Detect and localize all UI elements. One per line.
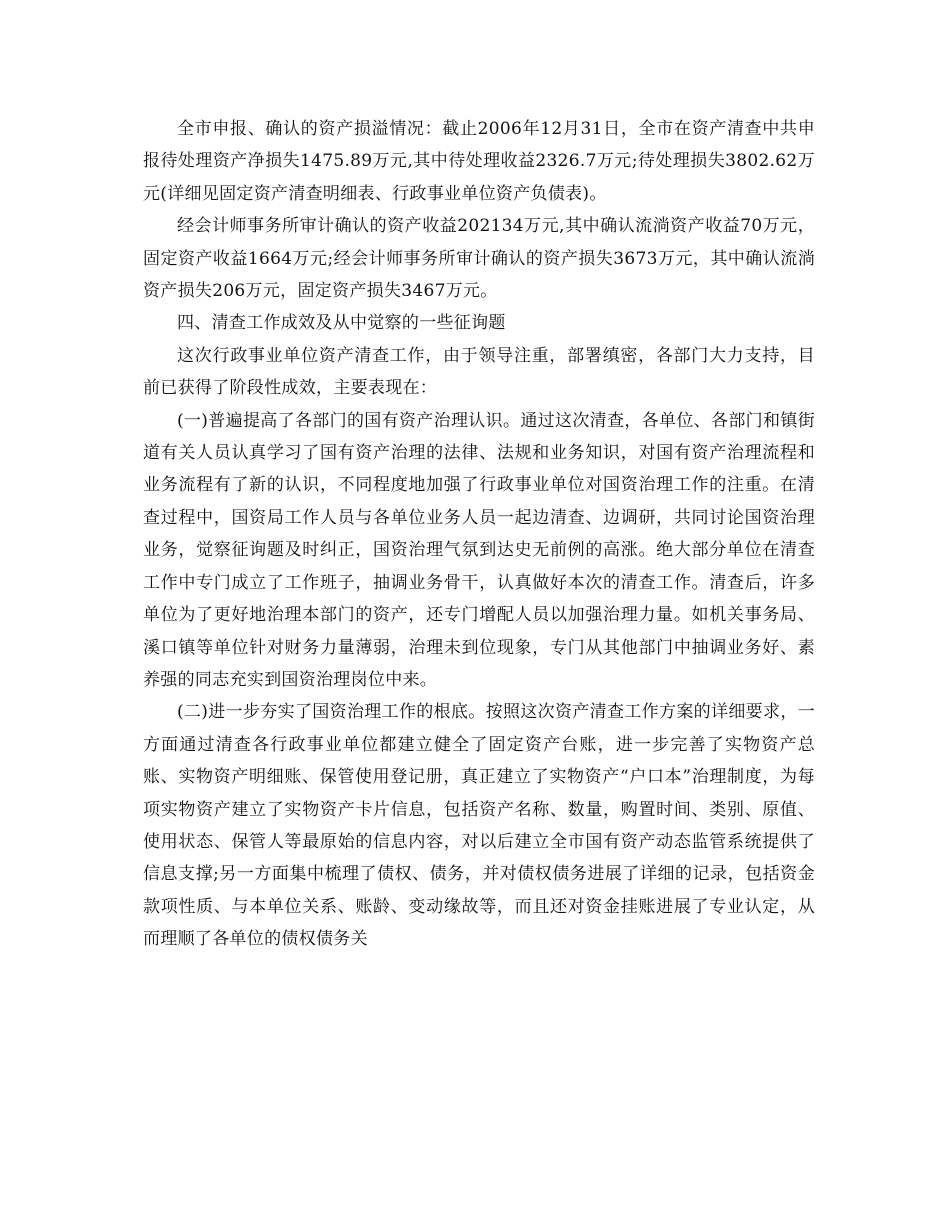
paragraph-asset-gains-losses: 全市申报、确认的资产损溢情况：截止2006年12月31日，全市在资产清查中共申报待处理资产净损失1475.89万元,其中待处理收益2326.7万元;待处理损失3802.62万元(详细见固定资产清查明细表、行政事业单位资产负债表)。	[143, 119, 815, 204]
document-body	[143, 113, 815, 956]
paragraph-audit-confirmation: 经会计师事务所审计确认的资产收益202134万元,其中确认流淌资产收益70万元，固定资产收益1664万元;经会计师事务所审计确认的资产损失3673万元，其中确认流淌资产损失206万元，固定资产损失3467万元。	[143, 216, 815, 302]
paragraph-intro-results: 这次行政事业单位资产清查工作，由于领导注重，部署缜密，各部门大力支持，目前已获得了阶段性成效，主要表现在：	[143, 345, 815, 399]
section-heading-4: 四、清查工作成效及从中觉察的一些征询题	[177, 313, 506, 334]
paragraph-point-1: (一)普遍提高了各部门的国有资产治理认识。通过这次清查，各单位、各部门和镇街道有关人员认真学习了国有资产治理的法律、法规和业务知识，对国有资产治理流程和业务流程有了新的认识，不同程度地加强了行政事业单位对国资治理工作的注重。在清查过程中，国资局工作人员与各单位业务人员一起边清查、边调研，共同讨论国资治理业务，觉察征询题及时纠正，国资治理气氛到达史无前例的高涨。绝大部分单位在清查工作中专门成立了工作班子，抽调业务骨干，认真做好本次的清查工作。清查后，许多单位为了更好地治理本部门的资产，还专门增配人员以加强治理力量。如机关事务局、溪口镇等单位针对财务力量薄弱，治理未到位现象，专门从其他部门中抽调业务好、素养强的同志充实到国资治理岗位中来。	[143, 410, 815, 690]
paragraph-point-2: (二)进一步夯实了国资治理工作的根底。按照这次资产清查工作方案的详细要求，一方面通过清查各行政事业单位都建立健全了固定资产台账，进一步完善了实物资产总账、实物资产明细账、保管使用登记册，真正建立了实物资产“户口本”治理制度，为每项实物资产建立了实物资产卡片信息，包括资产名称、数量，购置时间、类别、原值、使用状态、保管人等最原始的信息内容，对以后建立全市国有资产动态监管系统提供了信息支撑;另一方面集中梳理了债权、债务，并对债权债务进展了详细的记录，包括资金款项性质、与本单位关系、账龄、变动缘故等，而且还对资金挂账进展了专业认定，从而理顺了各单位的债权债务关	[143, 702, 815, 950]
